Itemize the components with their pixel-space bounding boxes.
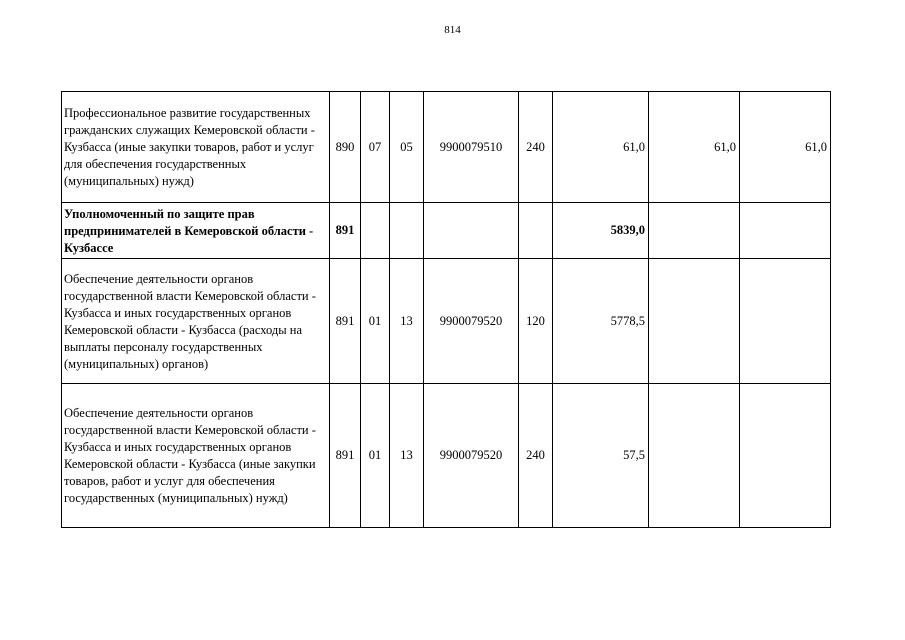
target-code: 9900079510 (424, 92, 519, 203)
subsection-code: 05 (390, 92, 424, 203)
expense-type-code (519, 203, 553, 259)
amount-3 (740, 259, 831, 384)
amount-1: 61,0 (553, 92, 649, 203)
subsection-code: 13 (390, 384, 424, 528)
amount-3 (740, 203, 831, 259)
section-code: 01 (361, 259, 390, 384)
target-code (424, 203, 519, 259)
amount-3: 61,0 (740, 92, 831, 203)
table-row (62, 203, 831, 259)
target-code: 9900079520 (424, 259, 519, 384)
expense-type-code: 240 (519, 384, 553, 528)
amount-2 (649, 259, 740, 384)
row-name: Профессиональное развитие государственных гражданских служащих Кемеровской области - Кузбасса (иные закупки товаров, работ и услуг для обеспечения государственных (муниципальных) нужд) (62, 92, 330, 203)
amount-2: 61,0 (649, 92, 740, 203)
amount-1: 5839,0 (553, 203, 649, 259)
amount-3 (740, 384, 831, 528)
amount-2 (649, 203, 740, 259)
amount-2 (649, 384, 740, 528)
table-row (62, 259, 831, 384)
budget-table (61, 91, 831, 528)
section-code: 07 (361, 92, 390, 203)
row-name: Уполномоченный по защите прав предпринимателей в Кемеровской области - Кузбассе (62, 203, 330, 259)
ministry-code: 891 (330, 384, 361, 528)
subsection-code: 13 (390, 259, 424, 384)
target-code: 9900079520 (424, 384, 519, 528)
expense-type-code: 240 (519, 92, 553, 203)
table-row (62, 92, 831, 203)
ministry-code: 891 (330, 259, 361, 384)
page-number: 814 (444, 24, 461, 36)
row-name: Обеспечение деятельности органов государственной власти Кемеровской области - Кузбасса и иных государственных органов Кемеровской области - Кузбасса (иные закупки товаров, работ и услуг для обеспечения государственных (муниципальных) нужд) (62, 384, 330, 528)
amount-1: 57,5 (553, 384, 649, 528)
amount-1: 5778,5 (553, 259, 649, 384)
subsection-code (390, 203, 424, 259)
ministry-code: 890 (330, 92, 361, 203)
ministry-code: 891 (330, 203, 361, 259)
expense-type-code: 120 (519, 259, 553, 384)
section-code (361, 203, 390, 259)
section-code: 01 (361, 384, 390, 528)
row-name: Обеспечение деятельности органов государственной власти Кемеровской области - Кузбасса и иных государственных органов Кемеровской области - Кузбасса (расходы на выплаты персоналу государственных (муниципальных) органов) (62, 259, 330, 384)
table-row (62, 384, 831, 528)
